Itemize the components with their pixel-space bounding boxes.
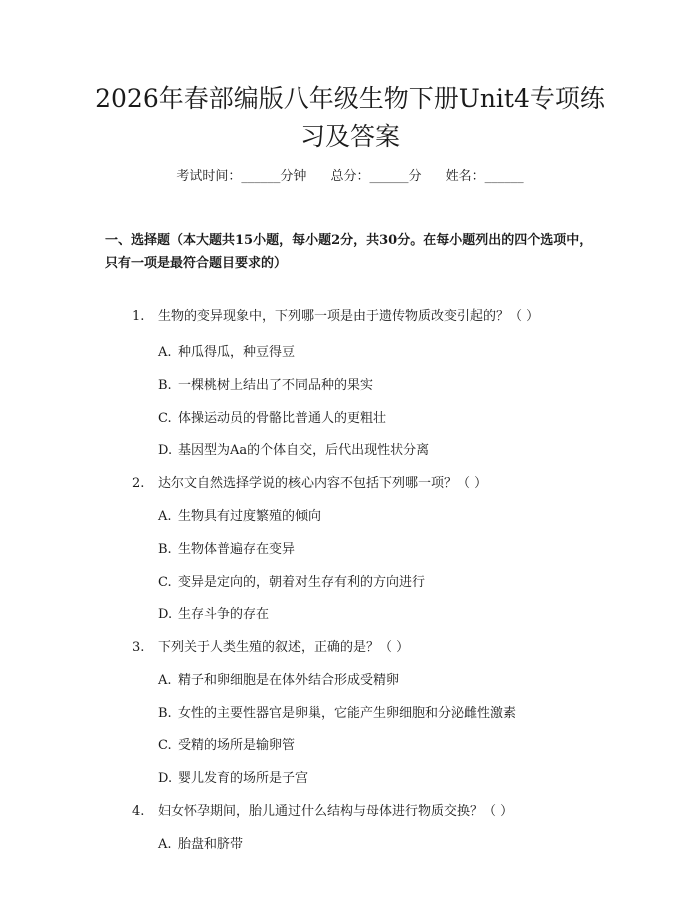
question-1 [132,307,602,327]
question-4 [132,802,602,822]
question-4-option-a [158,835,598,855]
section-heading: 一、选择题（本大题共15小题，每小题2分，共30分。在每小题列出的四个选项中，只有一项是最符合题目要求的） [105,233,593,271]
question-text: 达尔文自然选择学说的核心内容不包括下列哪一项？（ ） [158,476,488,491]
option-text: 婴儿发育的场所是子宫 [178,771,309,786]
question-1-option-a [158,343,598,363]
option-letter: B. [158,542,172,557]
option-text: 生物具有过度繁殖的倾向 [178,509,322,524]
option-letter: B. [158,706,172,721]
option-letter: A. [158,837,172,852]
option-letter: B. [158,378,172,393]
question-number: 1. [132,309,145,324]
option-letter: A. [158,673,172,688]
question-1-option-b [158,376,598,396]
option-text: 一棵桃树上结出了不同品种的果实 [178,378,374,393]
question-text: 妇女怀孕期间，胎儿通过什么结构与母体进行物质交换？（ ） [158,804,514,819]
question-2-option-b [158,540,598,560]
option-letter: A. [158,345,172,360]
option-text: 变异是定向的，朝着对生存有利的方向进行 [178,575,426,590]
question-number: 3. [132,640,145,655]
option-letter: C. [158,411,172,426]
question-1-option-c [158,409,598,429]
option-letter: D. [158,607,173,622]
question-3-option-b [158,704,598,724]
option-letter: D. [158,771,173,786]
exam-info-line [0,167,700,187]
option-text: 种瓜得瓜，种豆得豆 [178,345,296,360]
question-3-option-d [158,769,598,789]
name-field: 姓名：______ [445,169,524,184]
question-3-option-c [158,736,598,756]
question-number: 4. [132,804,145,819]
option-text: 基因型为Aa的个体自交，后代出现性状分离 [178,443,430,458]
option-text: 生物体普遍存在变异 [178,542,296,557]
question-text: 下列关于人类生殖的叙述，正确的是？（ ） [158,640,410,655]
question-number: 2. [132,476,145,491]
total-score-field: 总分：______分 [330,169,422,184]
question-2-option-a [158,507,598,527]
option-letter: A. [158,509,172,524]
question-2-option-d [158,605,598,625]
option-text: 女性的主要性器官是卵巢，它能产生卵细胞和分泌雌性激素 [178,706,517,721]
option-letter: C. [158,575,172,590]
option-text: 胎盘和脐带 [178,837,244,852]
option-text: 生存斗争的存在 [178,607,270,622]
question-3-option-a [158,671,598,691]
option-text: 精子和卵细胞是在体外结合形成受精卵 [178,673,400,688]
option-letter: D. [158,443,173,458]
question-1-option-d [158,441,598,461]
option-text: 受精的场所是输卵管 [178,738,296,753]
option-letter: C. [158,738,172,753]
exam-time-field: 考试时间：______分钟 [176,169,307,184]
question-2 [132,474,602,494]
option-text: 体操运动员的骨骼比普通人的更粗壮 [178,411,387,426]
question-text: 生物的变异现象中，下列哪一项是由于遗传物质改变引起的？（ ） [158,309,540,324]
question-3 [132,638,602,658]
question-2-option-c [158,573,598,593]
document-title: 2026年春部编版八年级生物下册Unit4专项练习及答案 [95,84,605,151]
